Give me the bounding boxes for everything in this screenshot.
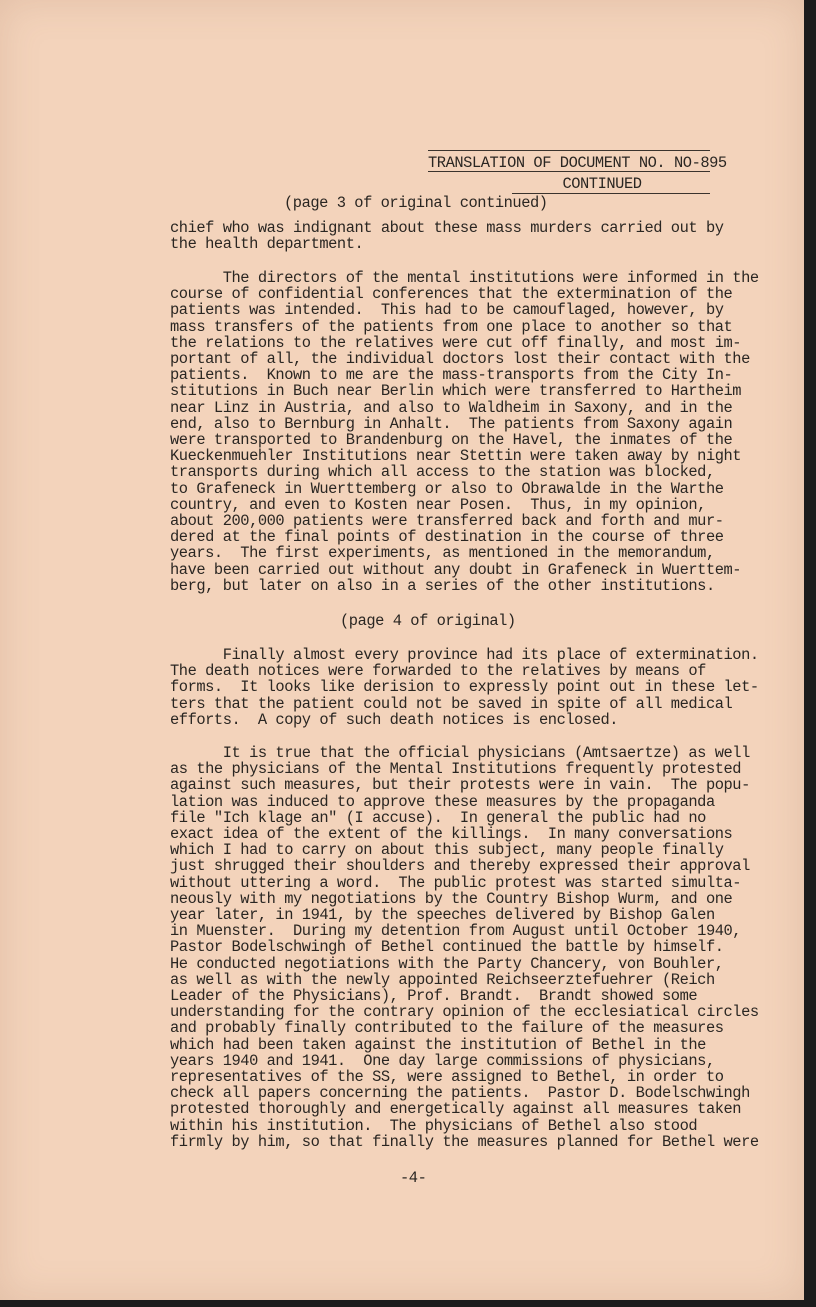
page-reference-3: (page 3 of original continued): [284, 194, 548, 212]
paragraph-4: It is true that the official physicians (Amtsaertze) as well as the physicians of the Mental Institutions frequently protested against such measures, but their protests were in vain. The popu- lation was induced to approve these measures by the propaganda file "Ich klage an" (I accuse). In general the public had no exact idea of the extent of the killings. In many conversations which I had to carry on about this subject, many people finally just shrugged their shoulders and thereby expressed their approval without uttering a word. The public protest was started simulta- neously with my negotiations by the Country Bishop Wurm, and one year later, in 1941, by the speeches delivered by Bishop Galen in Muenster. During my detention from August until October 1940, Pastor Bodelschwingh of Bethel continued the battle by himself. He conducted negotiations with the Party Chancery, von Bouhler, as well as with the newly appointed Reichseerztefuehrer (Reich Leader of the Physicians), Prof. Brandt. Brandt showed some understanding for the contrary opinion of the ecclesiatical circles and probably finally contributed to the failure of the measures which had been taken against the institution of Bethel in the years 1940 and 1941. One day large commissions of physicians, representatives of the SS, were assigned to Bethel, in order to check all papers concerning the patients. Pastor D. Bodelschwingh protested thoroughly and energetically against all measures taken within his institution. The physicians of Bethel also stood firmly by him, so that finally the measures planned for Bethel were: [170, 744, 759, 1151]
document-header: [428, 150, 727, 194]
page-number: -4-: [400, 1169, 427, 1187]
page-reference-4: (page 4 of original): [340, 612, 516, 630]
document-subtitle: CONTINUED: [512, 176, 710, 194]
paragraph-3: Finally almost every province had its place of extermination. The death notices were forwarded to the relatives by means of forms. It looks like derision to expressly point out in these let- ters that the patient could not be saved in spite of all medical efforts. A copy of such death notices is enclosed.: [170, 646, 759, 729]
paragraph-1: chief who was indignant about these mass murders carried out by the health department.: [170, 219, 724, 254]
paragraph-2: The directors of the mental institutions were informed in the course of confidential conferences that the extermination of the patients was intended. This had to be camouflaged, however, by mass transfers of the patients from one place to another so that the relations to the relatives were cut off finally, and most im- portant of all, the individual doctors lost their contact with the patients. Known to me are the mass-transports from the City In- stitutions in Buch near Berlin which were transferred to Hartheim near Linz in Austria, and also to Waldheim in Saxony, and in the end, also to Bernburg in Anhalt. The patients from Saxony again were transported to Brandenburg on the Havel, the inmates of the Kueckenmuehler Institutions near Stettin were taken away by night transports during which all access to the station was blocked, to Grafeneck in Wuerttemberg or also to Obrawalde in the Warthe country, and even to Kosten near Posen. Thus, in my opinion, about 200,000 patients were transferred back and forth and mur- dered at the final points of destination in the course of three years. The first experiments, as mentioned in the memorandum, have been carried out without any doubt in Grafeneck in Wuerttem- berg, but later on also in a series of the other institutions.: [170, 269, 759, 595]
document-title: TRANSLATION OF DOCUMENT NO. NO-895: [428, 151, 710, 172]
